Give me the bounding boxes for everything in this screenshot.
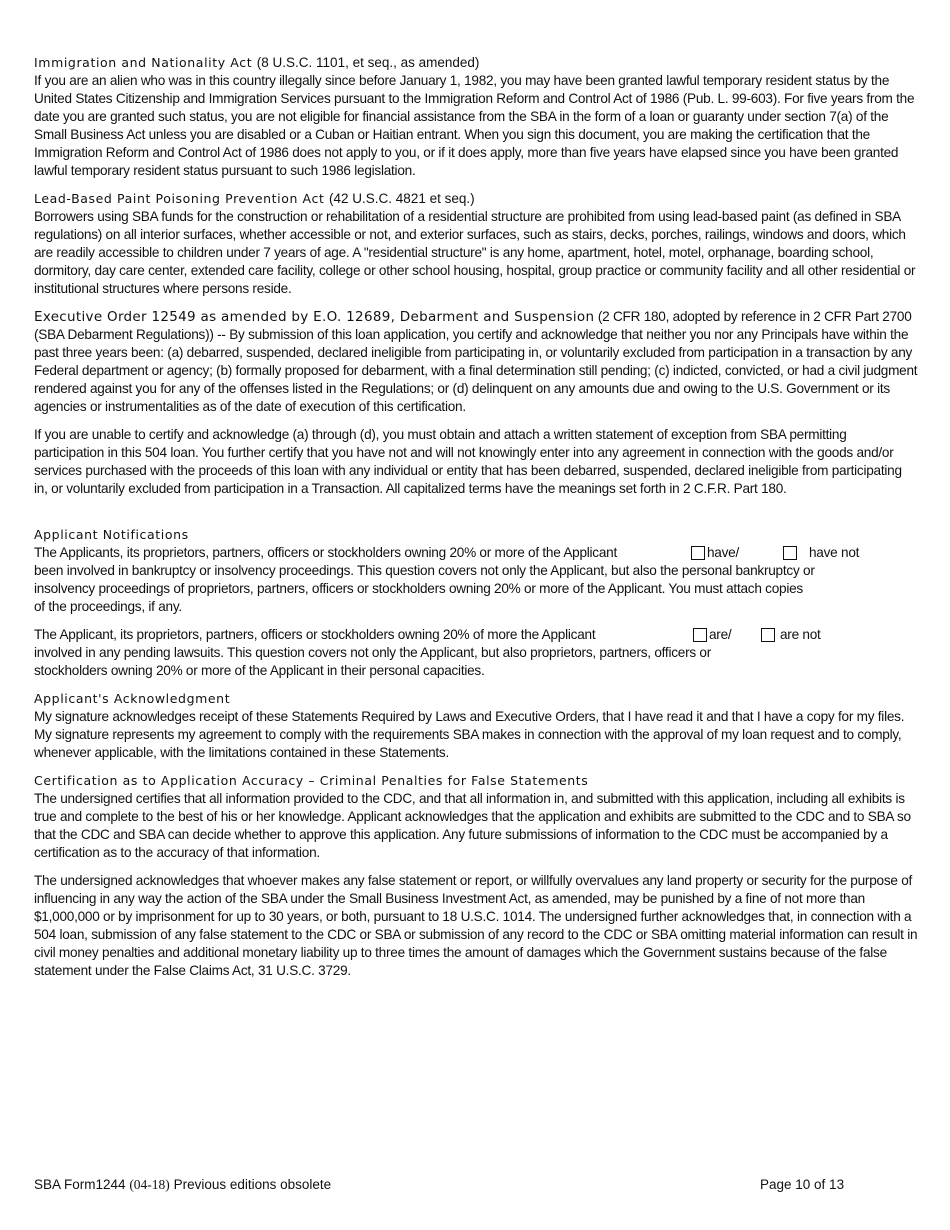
executive-order-paragraph [34, 308, 918, 416]
notification-q1-line [34, 544, 918, 562]
executive-order-title: Executive Order 12549 as amended by E.O. 12689, Debarment and Suspension [34, 309, 595, 325]
certification-body: The undersigned certifies that all information provided to the CDC, and that all information in, and submitted with this application, including all exhibits is true and complete to the best of his or her knowledge. Applicant acknowledges that the application and exhibits are submitted to the CDC and to SBA so that the CDC and SBA can decide whether to approve this application. Any future submissions of information to the CDC must be accompanied by a certification as to the accuracy of that information. [34, 791, 911, 860]
immigration-ref: (8 U.S.C. 1101, et seq., as amended) [256, 55, 480, 70]
lead-paint-section [34, 190, 918, 298]
have-not-option[interactable] [783, 544, 859, 562]
footer-form-name: SBA Form1244 [34, 1177, 126, 1192]
lead-paint-heading [34, 190, 918, 208]
immigration-title: Immigration and Nationality Act [34, 55, 253, 70]
notification-q1-rest-1: been involved in bankruptcy or insolvency proceedings. This question covers not only the Applicant, but also the personal bankruptcy or [34, 563, 815, 578]
notification-q1-rest-3: of the proceedings, if any. [34, 599, 182, 614]
are-not-checkbox[interactable] [761, 628, 775, 642]
footer-form-info [34, 1177, 331, 1193]
certification-body-2: The undersigned acknowledges that whoever makes any false statement or report, or willfully overvalues any land property or security for the purpose of influencing in any way the action of the SBA under the Small Business Investment Act, as amended, may be punished by a fine of not more than $1,000,000 or by imprisonment for up to 30 years, or both, pursuant to 18 U.S.C. 1014. The undersigned further acknowledges that, in connection with a 504 loan, submission of any false statement to the CDC or SBA or submission of any record to the CDC or SBA omitting material information can result in civil money penalties and additional monetary liability up to three times the amount of damages which the Government sustains because of the false statement under the False Claims Act, 31 U.S.C. 3729. [34, 873, 918, 978]
document-page [34, 54, 918, 980]
notification-q1-lead: The Applicants, its proprietors, partners, officers or stockholders owning 20% or more of the Applicant [34, 545, 618, 560]
acknowledgment-title: Applicant's Acknowledgment [34, 691, 231, 706]
executive-order-body-2: If you are unable to certify and acknowledge (a) through (d), you must obtain and attach a written statement of exception from SBA permitting participation in this 504 loan. You further certify that you have not and will not knowingly enter into any agreement in connection with the goods and/or services purchased with the proceeds of this loan with any individual or entity that has been debarred, suspended, declared ineligible from participating in, or voluntarily excluded from participation in a Transaction. All capitalized terms have the meanings set forth in 2 C.F.R. Part 180. [34, 427, 902, 496]
are-option[interactable] [693, 626, 731, 644]
lead-paint-title: Lead-Based Paint Poisoning Prevention Act [34, 191, 325, 206]
notification-q2-line [34, 626, 918, 644]
executive-order-section [34, 308, 918, 498]
notifications-section [34, 526, 918, 680]
are-not-label: are not [780, 627, 821, 642]
immigration-body: If you are an alien who was in this country illegally since before January 1, 1982, you may have been granted lawful temporary resident status by the United States Citizenship and Immigration Services pursuant to the Immigration Reform and Control Act of 1986 (Pub. L. 99-603). For five years from the date you are granted such status, you are not eligible for financial assistance from the SBA in the form of a loan or guaranty under section 7(a) of the Small Business Act unless you are disabled or a Cuban or Haitian entrant. When you sign this document, you are making the certification that the Immigration Reform and Control Act of 1986 does not apply to you, or if it does apply, more than five years have elapsed since you have been granted lawful temporary resident status pursuant to such 1986 legislation. [34, 73, 915, 178]
are-not-option[interactable] [761, 626, 821, 644]
acknowledgment-body: My signature acknowledges receipt of these Statements Required by Laws and Executive Orders, that I have read it and that I have a copy for my files. My signature represents my agreement to comply with the requirements SBA makes in connection with the approval of my loan request and to comply, whenever applicable, with the limitations contained in these Statements. [34, 709, 905, 760]
certification-title: Certification as to Application Accuracy – Criminal Penalties for False Statements [34, 773, 589, 788]
lead-paint-ref: (42 U.S.C. 4821 et seq.) [329, 191, 475, 206]
notification-q2-rest-1: involved in any pending lawsuits. This question covers not only the Applicant, but also proprietors, partners, officers or [34, 645, 712, 660]
have-option[interactable] [691, 544, 739, 562]
certification-section [34, 772, 918, 980]
immigration-section [34, 54, 918, 180]
acknowledgment-section [34, 690, 918, 762]
have-checkbox[interactable] [691, 546, 705, 560]
immigration-heading [34, 54, 918, 72]
have-label: have/ [707, 545, 740, 560]
footer-obsolete: Previous editions obsolete [173, 1177, 332, 1192]
notification-q2-rest-2: stockholders owning 20% or more of the Applicant in their personal capacities. [34, 663, 485, 678]
footer-page-number: Page 10 of 13 [760, 1177, 845, 1192]
executive-order-body: (2 CFR 180, adopted by reference in 2 CFR Part 2700 (SBA Debarment Regulations)) -- By submission of this loan application, you certify and acknowledge that neither you nor any Principals have within the past three years been: (a) debarred, suspended, declared ineligible from participating in, or voluntarily excluded from participation in a transaction by any Federal department or agency; (b) formally proposed for debarment, with a final determination still pending; (c) indicted, convicted, or had a civil judgment rendered against you for any of the offenses listed in the Regulations; or (d) delinquent on any amounts due and owing to the U.S. Government or its agencies or instrumentalities as of the date of execution of this certification. [34, 309, 918, 414]
have-not-label: have not [809, 545, 860, 560]
are-checkbox[interactable] [693, 628, 707, 642]
notification-q2-lead: The Applicant, its proprietors, partners, officers or stockholders owning 20% of more the Applicant [34, 627, 596, 642]
have-not-checkbox[interactable] [783, 546, 797, 560]
are-label: are/ [709, 627, 732, 642]
lead-paint-body: Borrowers using SBA funds for the construction or rehabilitation of a residential structure are prohibited from using lead-based paint (as defined in SBA regulations) on all interior surfaces, whether accessible or not, and exterior surfaces, such as stairs, decks, porches, railings, windows and doors, which are readily accessible to children under 7 years of age. A "residential structure" is any home, apartment, hotel, motel, orphanage, boarding school, dormitory, day care center, extended care facility, college or other school housing, hospital, group practice or community facility and all other residential or institutional structures where persons reside. [34, 209, 916, 296]
page-footer [34, 1177, 854, 1195]
notification-q1-rest-2: insolvency proceedings of proprietors, partners, officers or stockholders owning 20% or more of the Applicant. You must attach copies [34, 581, 803, 596]
notifications-title: Applicant Notifications [34, 527, 189, 542]
footer-edition: (04-18) [129, 1177, 170, 1192]
